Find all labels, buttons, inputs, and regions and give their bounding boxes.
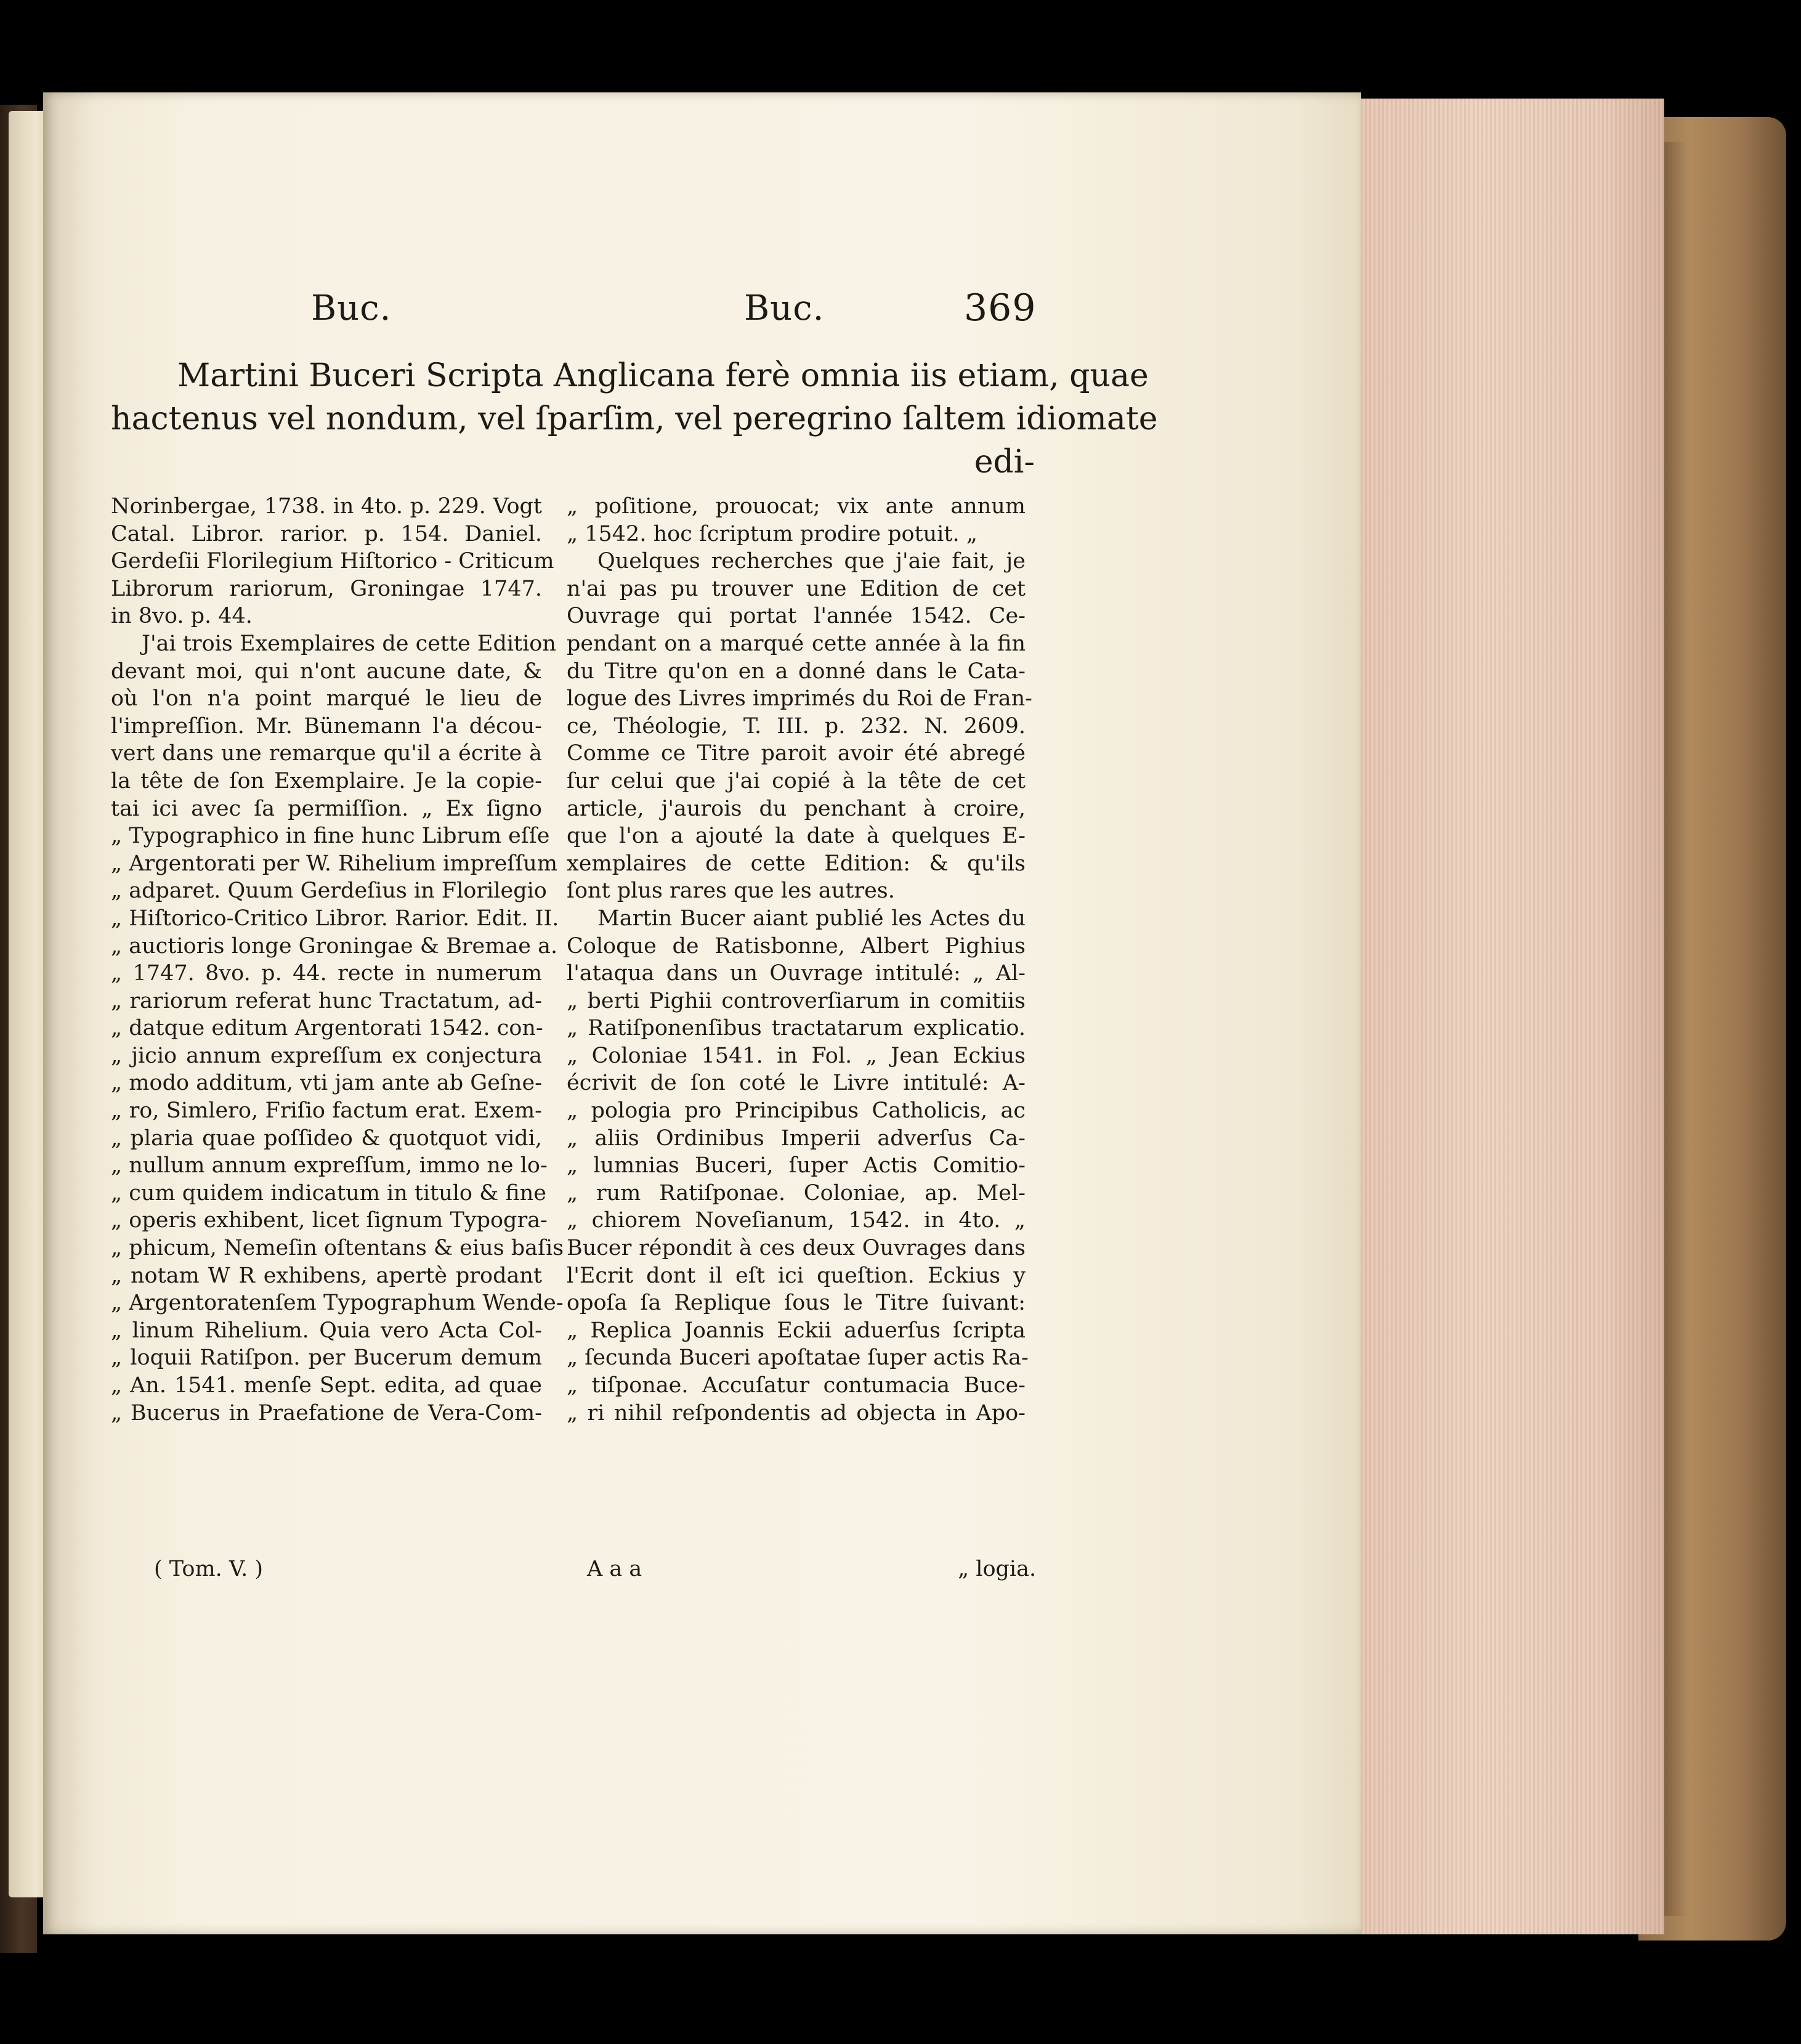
text-line: Librorum rariorum, Groningae 1747. [111, 576, 542, 601]
previous-page-edge [9, 111, 47, 1897]
intro-line: hactenus vel nondum, vel ſparſim, vel peregrino ſaltem idiomate [111, 400, 1158, 437]
text-line: „ loquii Ratiſpon. per Bucerum demum [111, 1345, 542, 1371]
text-line: n'ai pas pu trouver une Edition de cet [567, 576, 1026, 601]
text-line: „ linum Rihelium. Quia vero Acta Col- [111, 1318, 542, 1343]
text-line: article, j'aurois du penchant à croire, [567, 796, 1026, 821]
text-line: Norinbergae, 1738. in 4to. p. 229. Vogt [111, 494, 542, 519]
text-line: Bucer répondit à ces deux Ouvrages dans [567, 1236, 1026, 1261]
text-line: „ nullum annum expreſſum, immo ne lo- [111, 1153, 548, 1178]
text-line: du Titre qu'on en a donné dans le Cata- [567, 659, 1026, 684]
text-line: „ 1542. hoc ſcriptum prodire potuit. „ [567, 521, 977, 546]
text-line: l'impreſſion. Mr. Bünemann l'a décou- [111, 713, 542, 739]
running-head-center: Buc. [744, 288, 825, 328]
text-line: Coloque de Ratisbonne, Albert Pighius [567, 933, 1026, 959]
text-line: vert dans une remarque qu'il a écrite à [111, 741, 542, 766]
text-line: „ Typographico in fine hunc Librum eſſe [111, 824, 550, 849]
text-line: „ chiorem Noveſianum, 1542. in 4to. „ [567, 1208, 1026, 1233]
text-line: écrivit de ſon coté le Livre intitulé: A- [567, 1071, 1026, 1096]
text-line: ſont plus rares que les autres. [567, 878, 895, 904]
text-line: ce, Théologie, T. III. p. 232. N. 2609. [567, 713, 1026, 739]
intro-line: edi- [974, 444, 1035, 481]
intro-title-block [111, 354, 1158, 484]
text-line: „ notam W R exhibens, apertè prodant [111, 1263, 542, 1288]
text-line: „ Argentoratenſem Typographum Wende- [111, 1291, 564, 1316]
text-line: logue des Livres imprimés du Roi de Fran- [567, 686, 1033, 712]
text-line: „ Bucerus in Praefatione de Vera-Com- [111, 1400, 542, 1426]
text-line: l'ataqua dans un Ouvrage intitulé: „ Al- [567, 961, 1026, 986]
text-line: tai ici avec ſa permiſſion. „ Ex ſigno [111, 796, 542, 821]
text-line: „ tiſponae. Accuſatur contumacia Buce- [567, 1373, 1026, 1398]
text-line: „ ſecunda Buceri apoſtatae ſuper actis Ra- [567, 1345, 1029, 1371]
text-line: „ plaria quae poſſideo & quotquot vidi, [111, 1125, 542, 1151]
right-text-column [567, 493, 1033, 1427]
text-line: „ Argentorati per W. Rihelium impreſſum [111, 851, 558, 876]
text-line: „ Coloniae 1541. in Fol. „ Jean Eckius [567, 1043, 1026, 1068]
text-line: „ Ratiſponenſibus tractatarum explicatio. [567, 1016, 1026, 1041]
text-line: „ aliis Ordinibus Imperii adverſus Ca- [567, 1125, 1026, 1151]
text-line: opoſa ſa Replique ſous le Titre ſuivant: [567, 1291, 1026, 1316]
text-line: „ poſitione, prouocat; vix ante annum [567, 494, 1026, 519]
text-line: „ operis exhibent, licet ſignum Typogra- [111, 1208, 548, 1233]
text-line: xemplaires de cette Edition: & qu'ils [567, 851, 1026, 876]
text-line: „ jicio annum expreſſum ex conjectura [111, 1043, 542, 1068]
text-line: Quelques recherches que j'aie fait, je [597, 549, 1026, 574]
text-line: „ ro, Simlero, Friſio factum erat. Exem- [111, 1098, 542, 1124]
text-line: „ lumnias Buceri, ſuper Actis Comitio- [567, 1153, 1026, 1178]
text-line: „ adparet. Quum Gerdeſius in Florilegio [111, 878, 547, 904]
text-line: „ ri nihil reſpondentis ad objecta in Apo- [567, 1400, 1026, 1426]
text-line: pendant on a marqué cette année à la fin [567, 631, 1026, 656]
text-line: „ berti Pighii controverſiarum in comitiis [567, 988, 1026, 1013]
text-line: „ rum Ratiſponae. Coloniae, ap. Mel- [567, 1180, 1026, 1206]
text-line: ſur celui que j'ai copié à la tête de cet [567, 768, 1026, 793]
text-line: que l'on a ajouté la date à quelques E- [567, 824, 1026, 849]
text-line: „ Replica Joannis Eckii aduerſus ſcripta [567, 1318, 1026, 1343]
text-line: „ auctioris longe Groningae & Bremae a. [111, 933, 558, 959]
text-line: devant moi, qui n'ont aucune date, & [111, 659, 542, 684]
text-line: Martin Bucer aiant publié les Actes du [597, 906, 1026, 931]
signature-mark: A a a [587, 1557, 642, 1581]
text-line: la tête de ſon Exemplaire. Je la copie- [111, 768, 542, 793]
signature-mark-left: ( Tom. V. ) [154, 1557, 263, 1581]
text-line: où l'on n'a point marqué le lieu de [111, 686, 542, 712]
text-line: J'ai trois Exemplaires de cette Edition [142, 631, 556, 656]
catchword: „ logia. [958, 1557, 1037, 1581]
left-text-column [111, 493, 564, 1427]
text-line: Catal. Libror. rarior. p. 154. Daniel. [111, 521, 542, 546]
text-line: „ phicum, Nemeſin oſtentans & eius baſis [111, 1236, 564, 1261]
running-head-left: Buc. [311, 288, 392, 328]
intro-line: Martini Buceri Scripta Anglicana ferè omnia iis etiam, quae [177, 357, 1149, 394]
text-line: Ouvrage qui portat l'année 1542. Ce- [567, 604, 1026, 629]
text-line: „ cum quidem indicatum in titulo & fine [111, 1180, 547, 1206]
text-line: Comme ce Titre paroit avoir été abregé [567, 741, 1026, 766]
page-number: 369 [964, 286, 1037, 330]
text-line: „ Hiſtorico-Critico Libror. Rarior. Edit. II. [111, 906, 559, 931]
text-line: in 8vo. p. 44. [111, 604, 253, 629]
text-line: „ pologia pro Principibus Catholicis, ac [567, 1098, 1026, 1124]
text-line: l'Ecrit dont il eſt ici queſtion. Eckius y [567, 1263, 1026, 1288]
text-line: „ datque editum Argentorati 1542. con- [111, 1016, 543, 1041]
text-line: Gerdeſii Florilegium Hiſtorico - Criticum [111, 549, 554, 574]
page-fore-edges [1355, 99, 1664, 1934]
text-line: „ rariorum referat hunc Tractatum, ad- [111, 988, 542, 1013]
text-line: „ modo additum, vti jam ante ab Geſne- [111, 1071, 542, 1096]
text-line: „ 1747. 8vo. p. 44. recte in numerum [111, 961, 542, 986]
text-line: „ An. 1541. menſe Sept. edita, ad quae [111, 1373, 542, 1398]
